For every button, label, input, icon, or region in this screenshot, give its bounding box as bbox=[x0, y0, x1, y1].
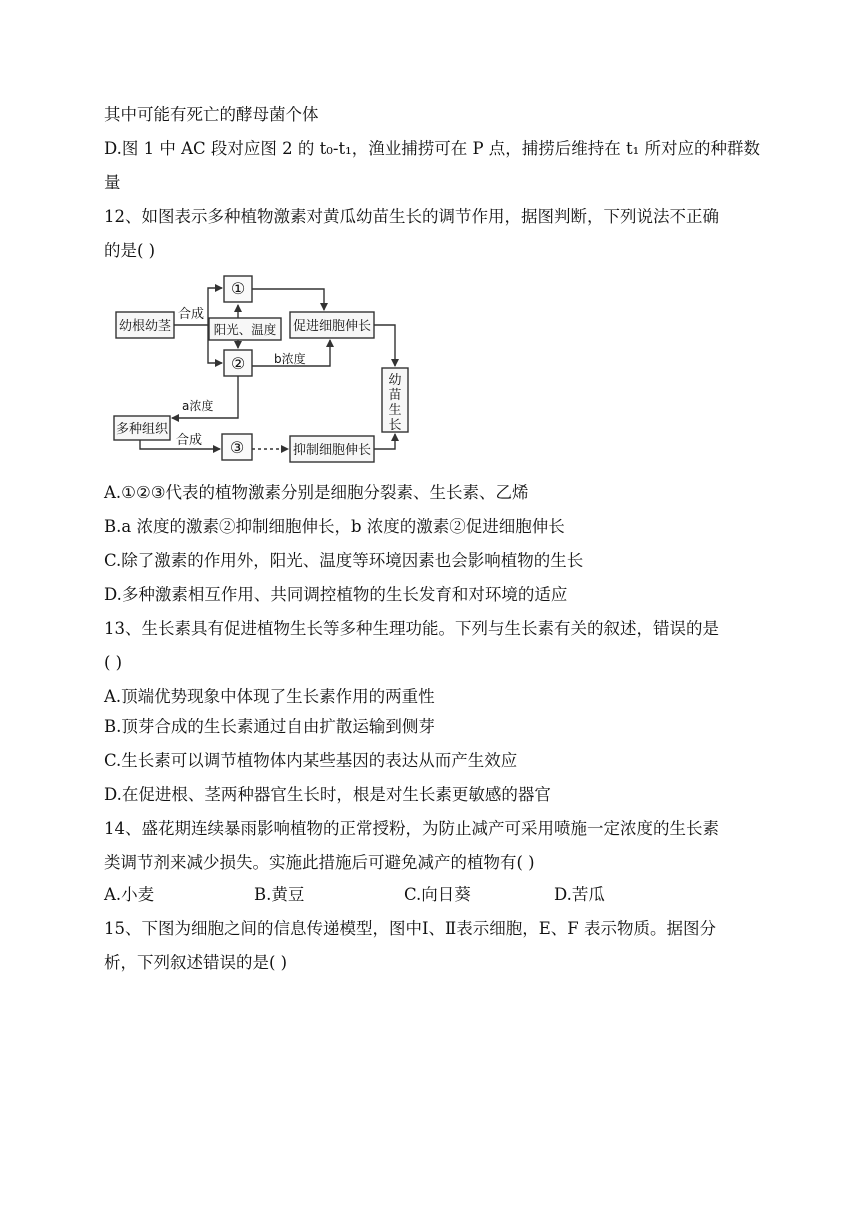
q12-stem-wrap: 的是( ) bbox=[104, 241, 156, 260]
synth-label-bottom: 合成 bbox=[176, 433, 203, 448]
q13-option-b: B.顶芽合成的生长素通过自由扩散运输到侧芽 bbox=[104, 717, 435, 736]
q12-option-a: A.①②③代表的植物激素分别是细胞分裂素、生长素、乙烯 bbox=[104, 483, 529, 502]
b-conc-label: b浓度 bbox=[274, 352, 306, 366]
growth-char-1: 幼 bbox=[388, 373, 402, 388]
a-conc-label: a浓度 bbox=[182, 399, 214, 413]
synth-label-top: 合成 bbox=[178, 307, 205, 322]
hormone2-label: ② bbox=[230, 354, 246, 373]
promote-label: 促进细胞伸长 bbox=[292, 319, 372, 334]
q12-stem: 12、如图表示多种植物激素对黄瓜幼苗生长的调节作用，据图判断，下列说法不正确 bbox=[104, 207, 719, 226]
hormone1-label: ① bbox=[230, 279, 246, 298]
q11-text-end: 其中可能有死亡的酵母菌个体 bbox=[104, 105, 319, 124]
q13-stem-wrap: ( ) bbox=[104, 653, 123, 672]
q11-option-d: D.图 1 中 AC 段对应图 2 的 t₀-t₁，渔业捕捞可在 P 点，捕捞后维持在 t₁ 所对应的种群数 bbox=[104, 139, 761, 158]
q14-option-d: D.苦瓜 bbox=[554, 885, 605, 904]
q13-stem: 13、生长素具有促进植物生长等多种生理功能。下列与生长素有关的叙述，错误的是 bbox=[104, 619, 719, 638]
q13-option-d: D.在促进根、茎两种器官生长时，根是对生长素更敏感的器官 bbox=[104, 785, 551, 804]
growth-char-2: 苗 bbox=[388, 388, 402, 403]
q12-option-d: D.多种激素相互作用、共同调控植物的生长发育和对环境的适应 bbox=[104, 585, 568, 604]
hormone-regulation-diagram bbox=[104, 266, 414, 470]
q14-option-a: A.小麦 bbox=[104, 885, 155, 904]
q11-option-d-wrap: 量 bbox=[104, 173, 121, 192]
growth-char-3: 生 bbox=[388, 403, 402, 418]
q14-option-b: B.黄豆 bbox=[254, 885, 305, 904]
q14-stem: 14、盛花期连续暴雨影响植物的正常授粉，为防止减产可采用喷施一定浓度的生长素 bbox=[104, 819, 719, 838]
q12-option-b: B.a 浓度的激素②抑制细胞伸长，b 浓度的激素②促进细胞伸长 bbox=[104, 517, 565, 536]
inhibit-label: 抑制细胞伸长 bbox=[292, 443, 372, 458]
q14-option-c: C.向日葵 bbox=[404, 885, 471, 904]
tissues-label: 多种组织 bbox=[115, 422, 169, 437]
root-stem-label: 幼根幼茎 bbox=[118, 319, 172, 334]
q14-stem-wrap: 类调节剂来减少损失。实施此措施后可避免减产的植物有( ) bbox=[104, 853, 535, 872]
hormone3-label: ③ bbox=[229, 438, 245, 457]
growth-char-4: 长 bbox=[388, 418, 402, 433]
q15-stem: 15、下图为细胞之间的信息传递模型，图中Ⅰ、Ⅱ表示细胞，E、F 表示物质。据图分 bbox=[104, 919, 716, 938]
q13-option-c: C.生长素可以调节植物体内某些基因的表达从而产生效应 bbox=[104, 751, 518, 770]
env-label: 阳光、温度 bbox=[213, 322, 277, 337]
q14-options bbox=[104, 884, 764, 906]
q15-stem-wrap: 析，下列叙述错误的是( ) bbox=[104, 953, 288, 972]
q12-option-c: C.除了激素的作用外，阳光、温度等环境因素也会影响植物的生长 bbox=[104, 551, 584, 570]
q13-option-a: A.顶端优势现象中体现了生长素作用的两重性 bbox=[104, 687, 435, 706]
